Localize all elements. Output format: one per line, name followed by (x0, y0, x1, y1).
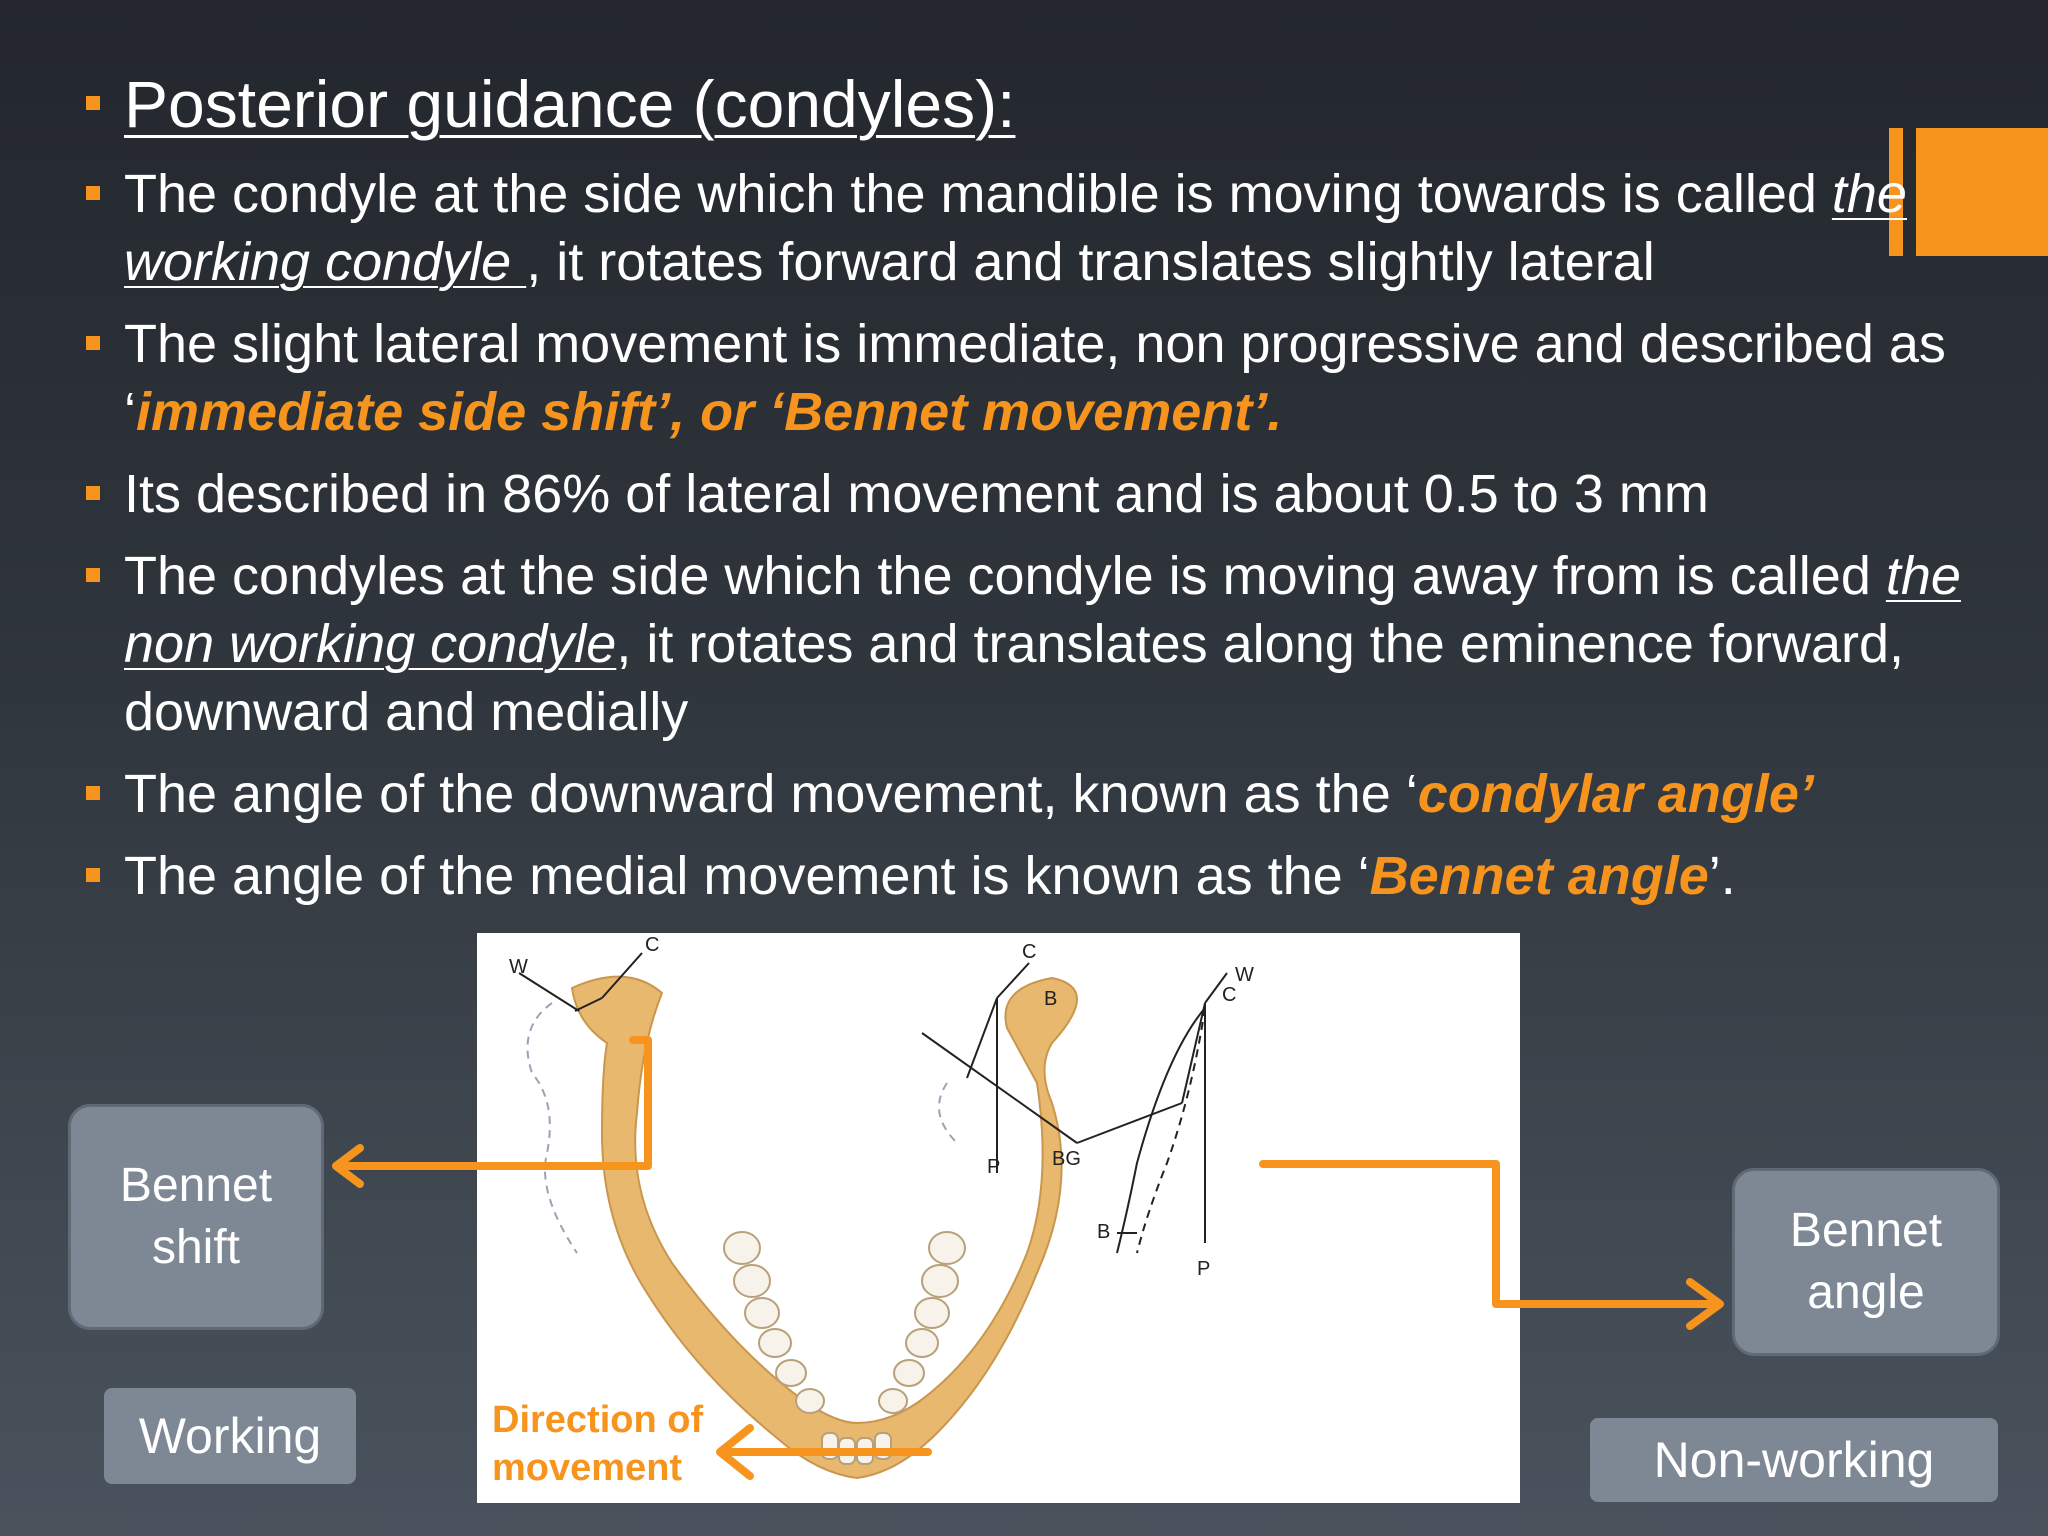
dashed-outline-right (939, 1083, 957, 1143)
highlight-condylar-angle: condylar angle’ (1417, 764, 1814, 824)
bullet-text: ’. (1708, 846, 1736, 906)
bullet-working-condyle (86, 160, 1986, 296)
bullet-condylar-angle (86, 760, 1986, 828)
bullet-marker (86, 486, 100, 500)
bullet-text: The condyle at the side which the mandible is moving towards is called (124, 164, 1832, 224)
bullet-text: The slight lateral movement is immediate, non progressive and described as ‘ (124, 314, 1946, 442)
highlight-side-shift: immediate side shift’, or ‘Bennet movement’. (136, 382, 1283, 442)
bullet-marker (86, 786, 100, 800)
label-b-top: B (1044, 988, 1058, 1010)
label-w-right: W (1235, 964, 1254, 986)
slide-title (86, 62, 1015, 146)
label-w-left: W (509, 956, 528, 978)
highlight-bennet-angle: Bennet angle (1369, 846, 1709, 906)
term-non-working-condyle: the non working condyle (124, 546, 1961, 674)
bullet-marker (86, 568, 100, 582)
bennet-shift-box (68, 1104, 324, 1330)
bullet-marker (86, 868, 100, 882)
bullet-text: The angle of the downward movement, known as the ‘ (124, 764, 1418, 824)
dashed-outline-left (528, 1003, 578, 1253)
bennet-angle-line-2: angle (1807, 1266, 1925, 1319)
working-label: Working (104, 1388, 356, 1484)
bullet-marker (86, 96, 100, 110)
bullet-percentage (86, 460, 1986, 528)
title-text: Posterior guidance (condyles): (124, 67, 1016, 141)
arrow-bennet-shift-head (336, 1148, 360, 1184)
term-working-condyle: the working condyle (124, 164, 1907, 292)
bullet-side-shift (86, 310, 1986, 446)
label-c-right: C (1222, 984, 1237, 1006)
direction-of-movement-label (492, 1396, 703, 1492)
label-p-mid: P (987, 1156, 1001, 1178)
direction-label-line-1: Direction of (492, 1399, 704, 1441)
non-working-label: Non-working (1590, 1418, 1998, 1502)
bullet-bennet-angle (86, 842, 1986, 910)
bullet-marker (86, 186, 100, 200)
label-c-left: C (645, 934, 660, 956)
bullet-text: , it rotates forward and translates slightly lateral (526, 232, 1655, 292)
label-c-mid: C (1022, 941, 1037, 963)
bennet-shift-line-2: shift (151, 1221, 240, 1274)
bullet-text: , it rotates and translates along the eminence forward, downward and medially (124, 614, 1905, 742)
arrow-bennet-angle-head (1690, 1282, 1720, 1326)
bennet-angle-box (1732, 1168, 2000, 1356)
direction-label-line-2: movement (492, 1447, 683, 1489)
bennet-shift-line-1: Bennet (119, 1159, 273, 1212)
bennet-angle-line-1: Bennet (1789, 1204, 1943, 1257)
bullet-text: The angle of the medial movement is known as the ‘ (124, 846, 1370, 906)
label-p-right: P (1197, 1258, 1211, 1280)
label-b-bottom: B (1097, 1221, 1111, 1243)
bullet-text: Its described in 86% of lateral movement and is about 0.5 to 3 mm (124, 464, 1709, 524)
bullet-non-working-condyle (86, 542, 1986, 746)
label-bg: BG (1052, 1148, 1081, 1170)
bullet-list (86, 160, 1986, 924)
bullet-marker (86, 336, 100, 350)
bullet-text: The condyles at the side which the condyle is moving away from is called (124, 546, 1886, 606)
